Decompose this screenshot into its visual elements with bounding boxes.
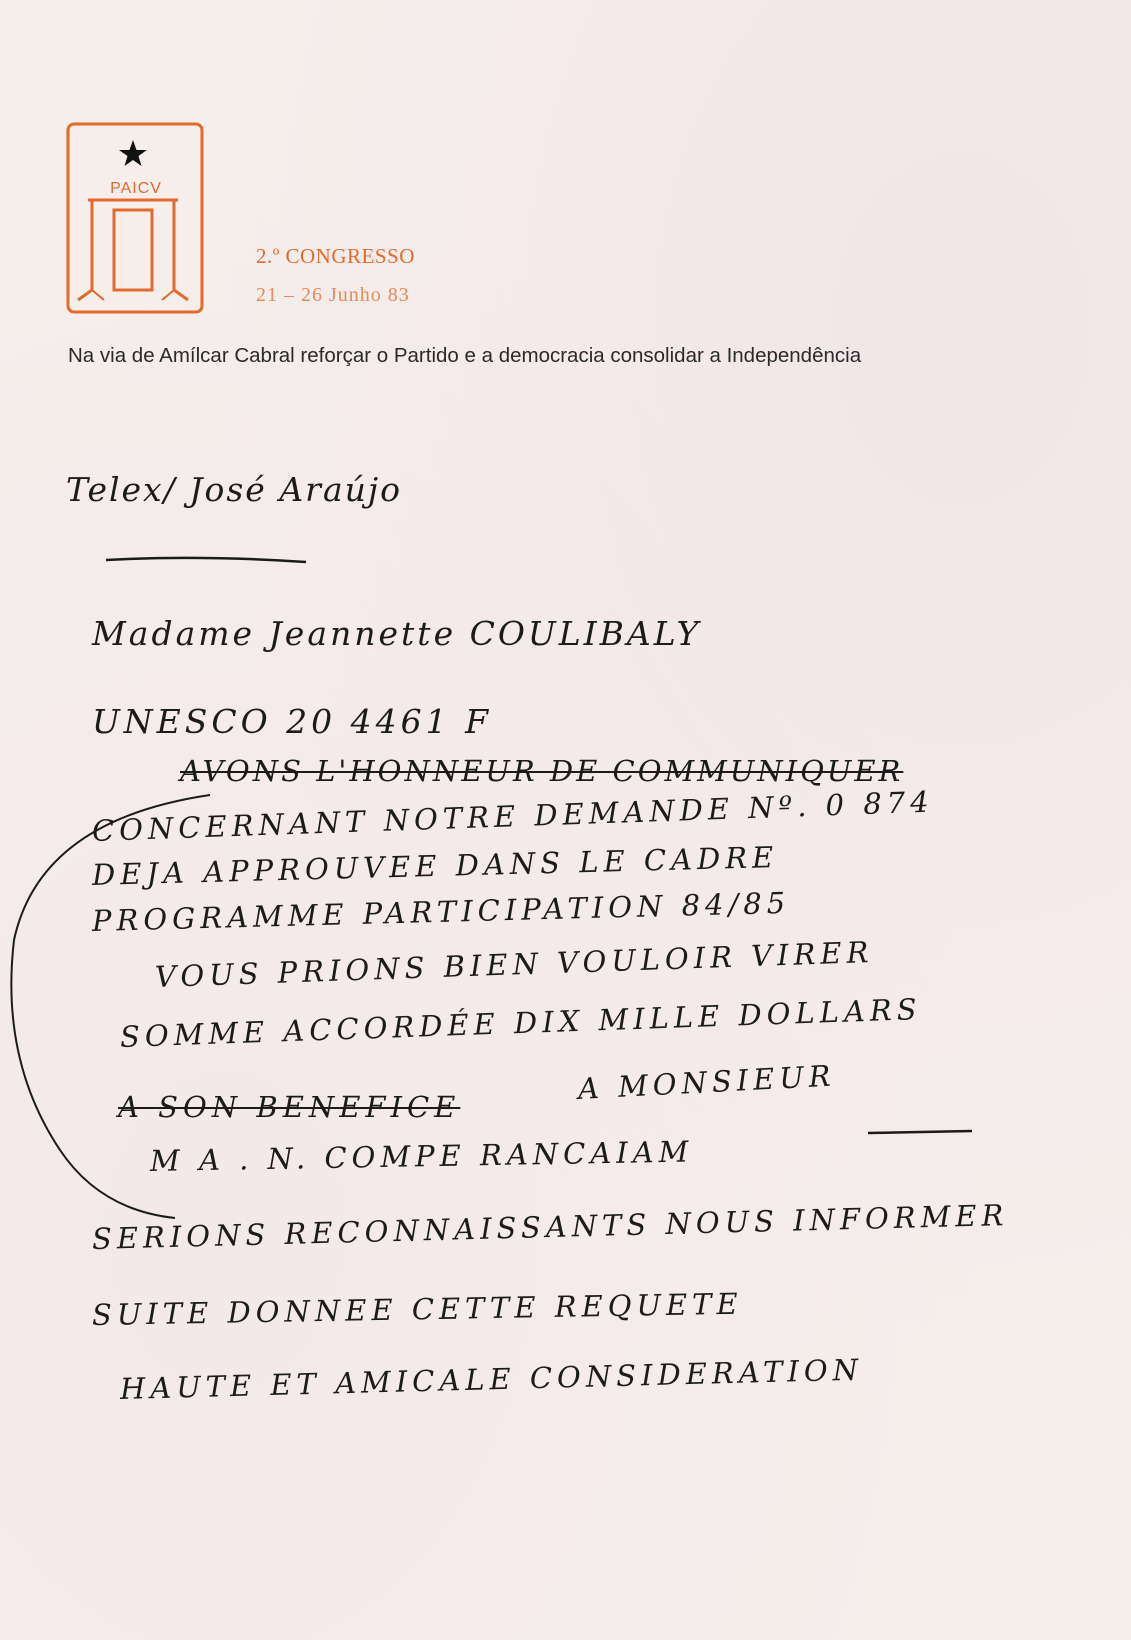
text-line-2: DEJA APPROUVEE DANS LE CADRE: [91, 840, 779, 892]
trailing-dash: [868, 1131, 972, 1133]
text-line-6-struck: A SON BENEFICE: [118, 1090, 461, 1124]
text-line-5: SOMME ACCORDÉE DIX MILLE DOLLARS: [119, 992, 923, 1054]
letterhead-motto: Na via de Amílcar Cabral reforçar o Partido e a democracia consolidar a Independência: [68, 344, 862, 367]
congress-title: 2.º CONGRESSO: [256, 244, 415, 268]
reference-line: UNESCO 20 4461 F: [92, 702, 493, 741]
text-line-8: M A . N. COMPE RANCAIAM: [149, 1134, 694, 1178]
text-line-10: SUITE DONNEE CETTE REQUETE: [91, 1286, 743, 1332]
header-underline: [106, 558, 306, 562]
paicv-logo: [66, 122, 206, 318]
text-line-11: HAUTE ET AMICALE CONSIDERATION: [119, 1352, 864, 1406]
logo-label: PAICV: [110, 180, 162, 197]
telex-header: Telex/ José Araújo: [66, 470, 402, 509]
addressee-line: Madame Jeannette COULIBALY: [92, 614, 702, 653]
text-line-1: CONCERNANT NOTRE DEMANDE Nº. 0 874: [91, 784, 935, 848]
struck-line: AVONS L'HONNEUR DE COMMUNIQUER: [180, 754, 904, 788]
text-line-4: VOUS PRIONS BIEN VOULOIR VIRER: [154, 934, 874, 994]
congress-dates: 21 – 26 Junho 83: [256, 284, 410, 306]
star-icon: [119, 140, 147, 166]
text-line-7: A MONSIEUR: [577, 1058, 837, 1106]
text-line-9: SERIONS RECONNAISSANTS NOUS INFORMER: [91, 1198, 1009, 1256]
text-line-3: PROGRAMME PARTICIPATION 84/85: [91, 885, 791, 938]
